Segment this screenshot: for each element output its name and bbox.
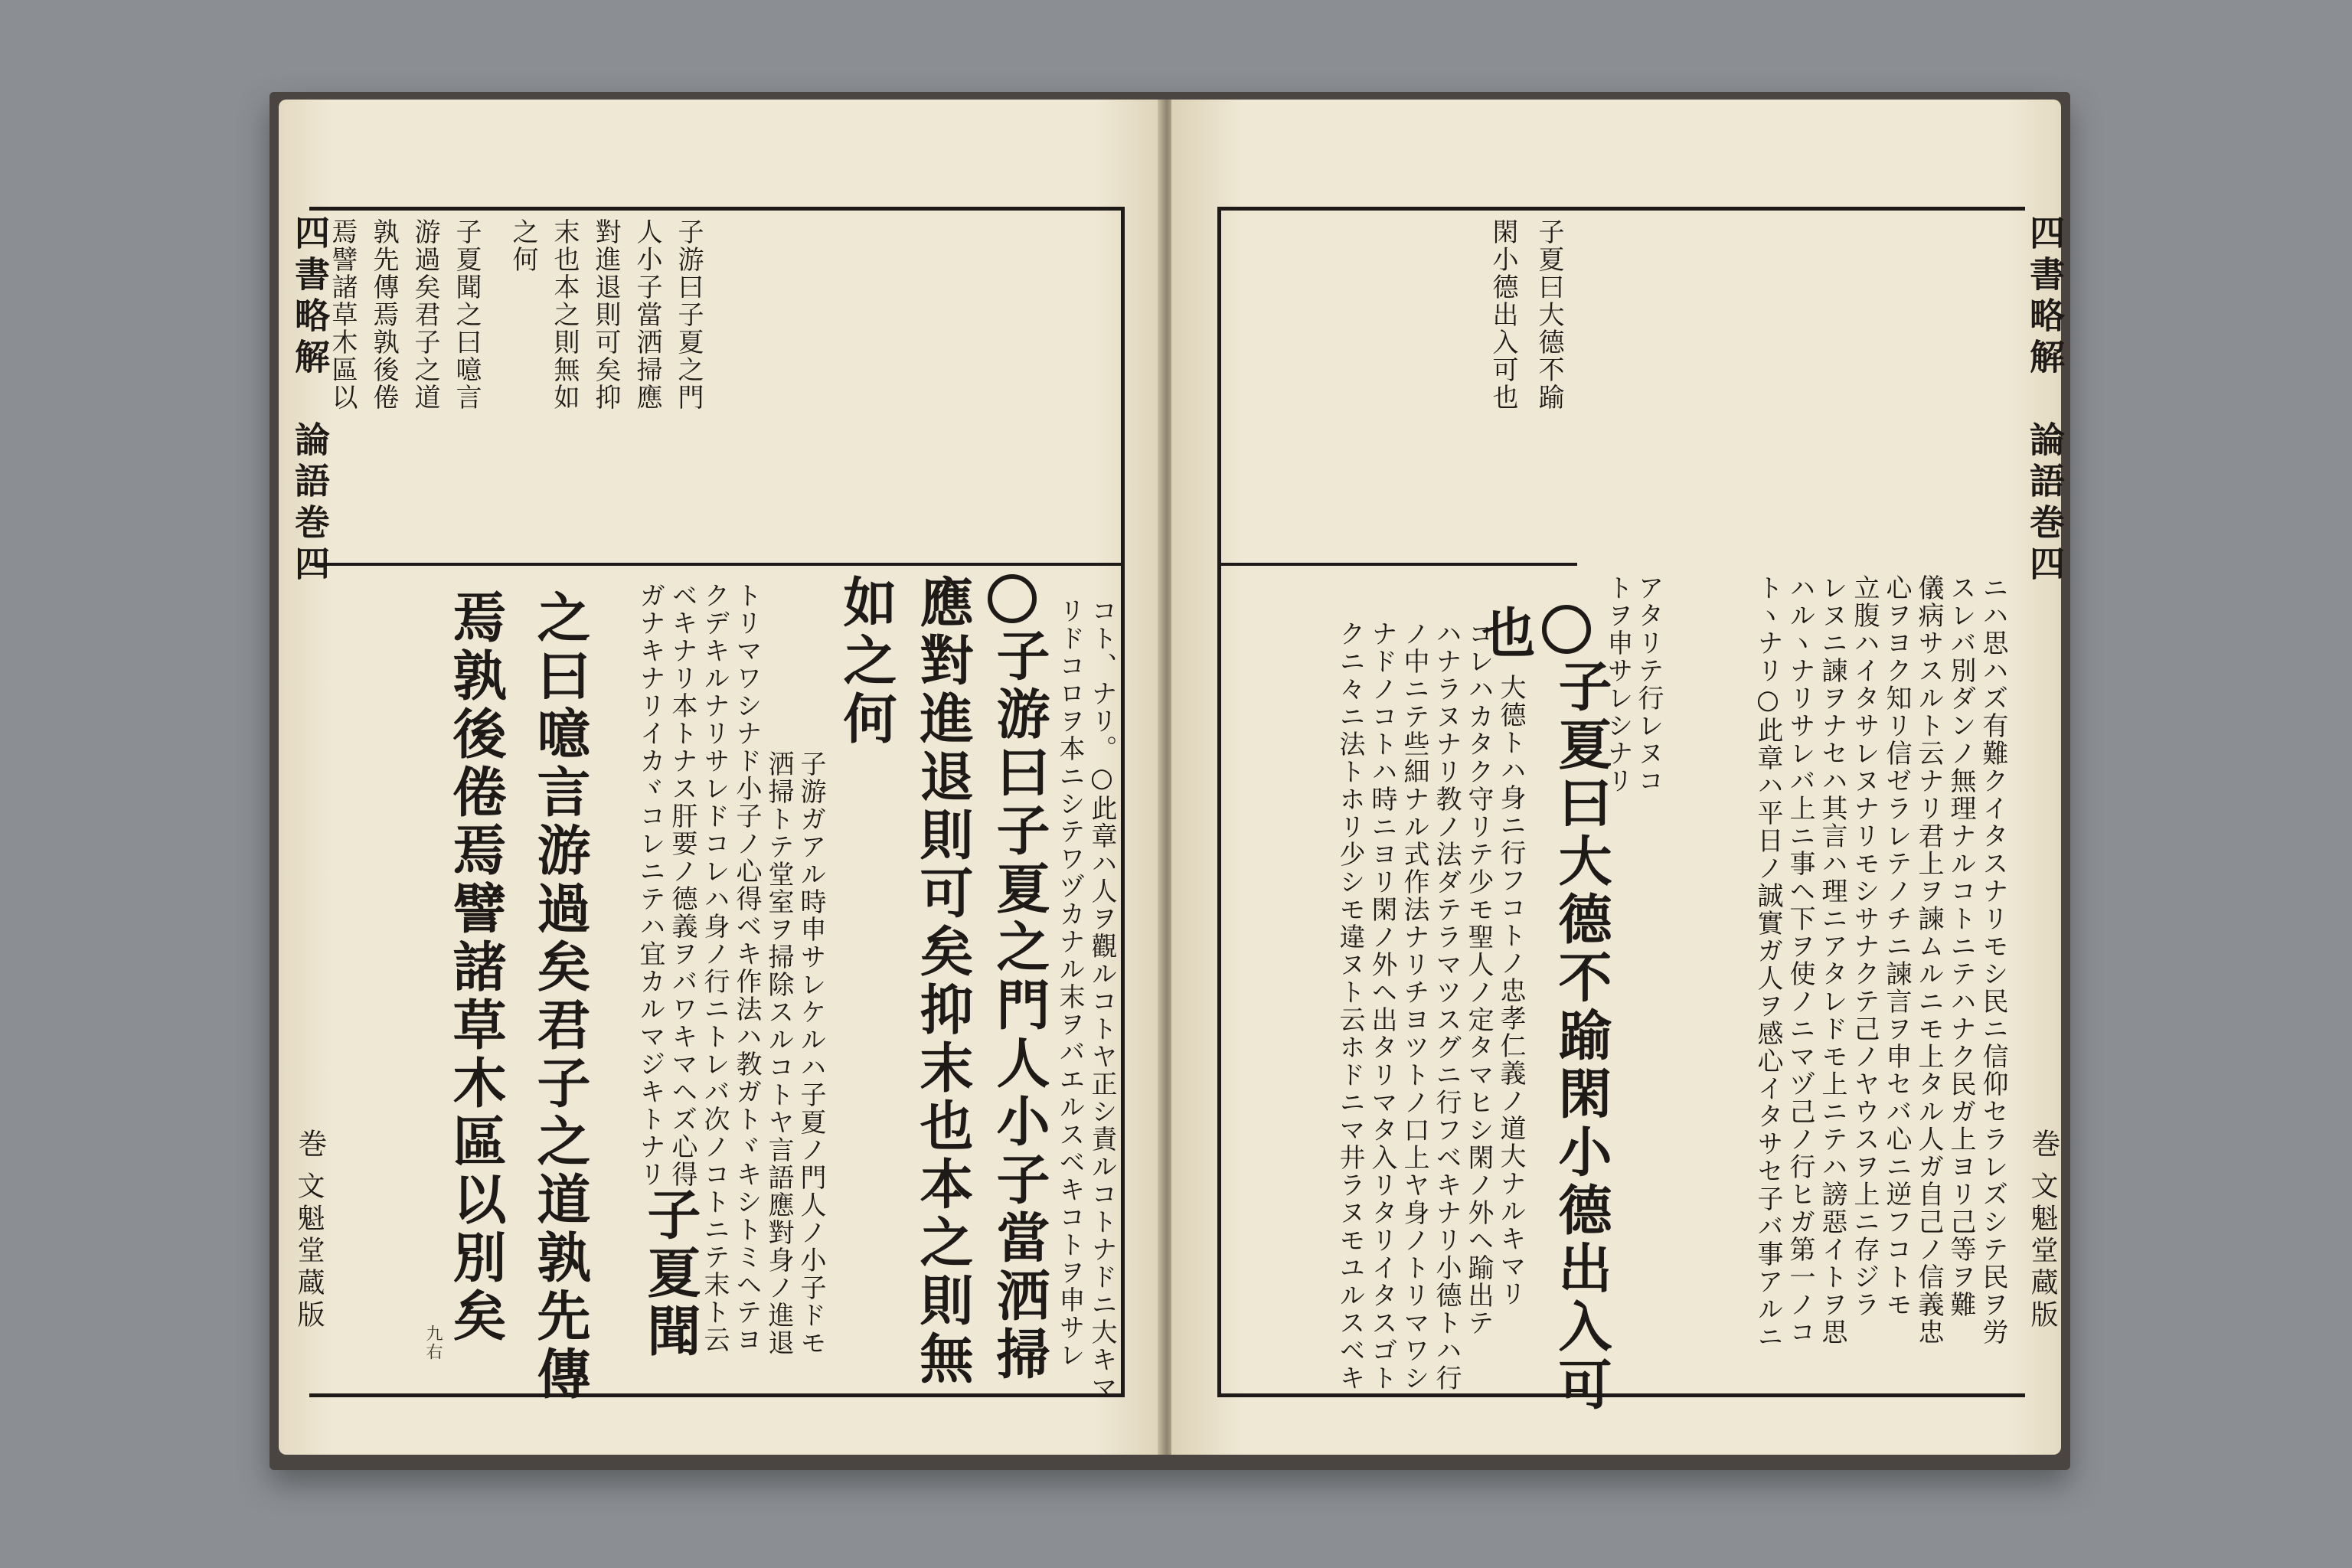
commentary-column: スレバ別ダンノ無理ナルコトニテハナク民ガ上ヨリ己等ヲ難 [1945,574,1976,1318]
left-main-text-block [326,574,1122,1404]
commentary-column: トリマワシナド小子ノ心得ベキ作法ハ教ガトヾキシトミヘテヨ [731,582,762,1354]
commentary-column: ベキナリ本トナス肝要ノ德義ヲバワキマヘズ心得 [667,582,697,1188]
left-page [279,100,1167,1455]
main-column: 也 [1473,605,1537,663]
commentary-column: 心ヲヨク知リ信ゼラレテノチニ諫言ヲ申セバ心ニ逆フコトモ [1881,574,1912,1318]
top-column: 焉譬諸草木區以 [327,218,358,411]
commentary-column: アタリテ行レヌコ [1633,574,1664,795]
commentary-column: ガナキナリイカヾコレニテハ宜カルマジキトナリ [635,582,665,1188]
commentary-column: ノ中ニテ些細ナル式作法ナリチヨツトノ口上ヤ身ノトリマワシ [1399,620,1429,1392]
main-column: 應對進退則可矣抑末也本之則無 [911,574,975,1389]
main-column: 子游曰子夏之門人小子當洒掃 [988,628,1051,1384]
main-column: 焉孰後倦焉譬諸草木區以別矣 [444,590,508,1346]
commentary-column: クニ々ニ法トホリ少シモ違ヌト云ホドニマ井ラヌモユルスベキ [1334,620,1365,1392]
commentary-column: ニハ思ハズ有難クイタスナリモシ民ニ信仰セラレズシテ民ヲ労 [1978,574,2008,1346]
top-column: 孰先傳焉孰後倦 [368,218,399,411]
right-margin-footer: 文魁堂蔵版 [2027,1171,2058,1332]
circle-mark-icon [1542,605,1591,665]
top-column: 游過矣君子之道 [410,218,440,411]
top-column: 人小子當洒掃應 [632,218,662,411]
commentary-column: ナドノコトハ時ニヨリ閑ノ外ヘ出タリマタ入リタリイタスゴト [1367,620,1397,1392]
left-divider-rule [309,563,1125,566]
left-margin-footer: 文魁堂蔵版 [293,1171,325,1332]
commentary-column: コレハカタク守リテ少モ聖人ノ定タマヒシ閑ノ外ヘ踰出テ [1463,620,1494,1337]
left-margin-title: 四書略解 論語巻四 [289,214,331,586]
circle-mark-icon [988,574,1037,634]
right-divider-rule [1217,563,1577,566]
main-column: 之曰噫言游過矣君子之道孰先傳 [528,590,592,1404]
right-page [1171,100,2066,1455]
top-column: 末也本之則無如 [549,218,580,411]
commentary-column: レヌニ諫ヲナセハ其言ハ理ニアタレドモ上ニテハ謗惡イトヲ思 [1817,574,1847,1346]
top-column: 子游曰子夏之門 [673,218,704,411]
commentary-column: 儀病サスルト云ナリ君上ヲ諫ムルニモ上タル人ガ自己ノ信義忠 [1913,574,1944,1346]
commentary-column: 子游ガアル時申サレケルハ子夏ノ門人ノ小子ドモ [795,750,826,1357]
top-column: 子夏曰大德不踰 [1534,218,1564,411]
left-top-text-block [326,218,704,555]
main-column-tail: 子夏聞 [639,1187,702,1361]
commentary-column: クデキルナリサレドコレハ身ノ行ニトレバ次ノコトニテ末ト云 [699,582,730,1354]
commentary-column: ハナラヌナリ教ノ法ダテラマツスグニ行フベキナリ小德トハ行 [1431,620,1462,1392]
main-column: 如之何 [835,574,898,749]
right-top-text-block [1455,218,1577,555]
commentary-column: トヽナリ○此章ハ平日ノ誠實ガ人ヲ感心イタサセ子バ事アルニ [1753,574,1783,1351]
commentary-column: 洒掃トテ堂室ヲ掃除スルコトヤ言語應對身ノ進退 [763,750,794,1357]
commentary-column: コト、ナリ。○此章ハ人ヲ觀ルコトヤ正シ責ルコトナドニ大キマ [1086,597,1117,1401]
commentary-column: トヲ申サレシナリ [1602,574,1633,795]
book-spread [270,92,2070,1470]
top-column: 子夏聞之曰噫言 [451,218,482,411]
main-column: 子夏曰大德不踰閑小德出入可 [1550,658,1613,1415]
top-column: 對進退則可矣抑 [590,218,621,411]
commentary-column: 立腹ハイタサレヌナリモシサナクテ己ノヤウスヲ上ニ存ジラ [1849,574,1880,1318]
right-margin-mark: 巻 [2027,1095,2060,1162]
top-column: 閑小德出入可也 [1488,218,1518,411]
right-margin-title: 四書略解 論語巻四 [2024,214,2066,586]
commentary-column: リドコロヲ本ニシテワヅカナル末ヲバエルスベキコトヲ申サレ [1054,597,1085,1369]
top-column: 之何 [508,218,538,273]
commentary-column: 大德トハ身ニ行フコトノ忠孝仁義ノ道大ナルキマリ [1495,674,1526,1308]
page-number: 九右 [423,1325,443,1361]
commentary-column: ハルヽナリサレバ上ニ事ヘ下ヲ使ノニマヅ己ノ行ヒガ第一ノコ [1785,574,1815,1346]
right-main-text-block [1217,574,2014,1415]
left-margin-mark: 巻 [293,1095,327,1162]
